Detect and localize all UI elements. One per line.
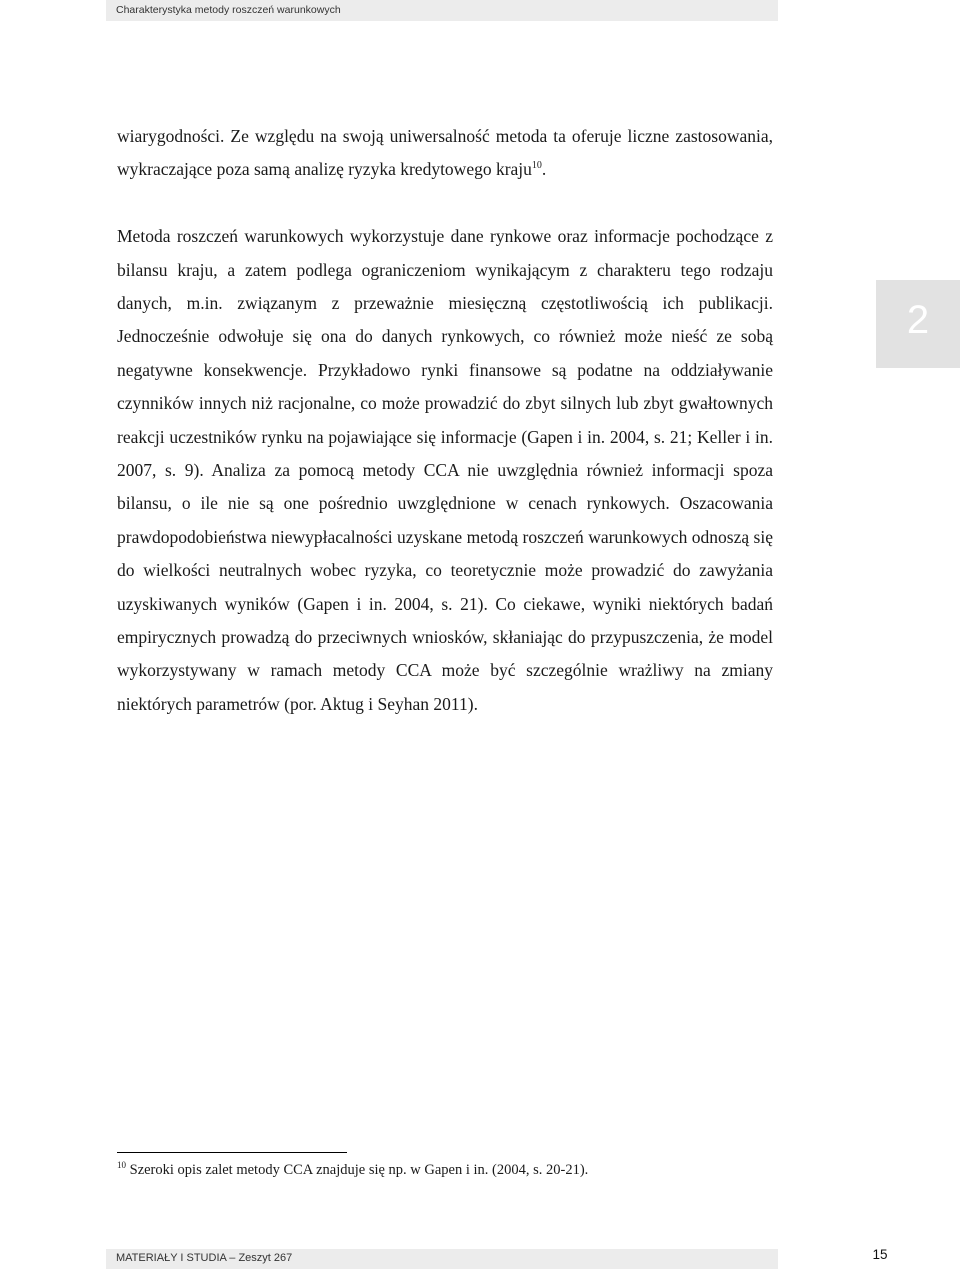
paragraph-text: wiarygodności. Ze względu na swoją uniwersalność metoda ta oferuje liczne zastosowania, wykraczające poza samą analizę ryzyka kredytowego kraju bbox=[117, 126, 773, 180]
chapter-tab bbox=[876, 280, 960, 368]
paragraph-continuation bbox=[117, 120, 773, 187]
body-text bbox=[117, 120, 773, 721]
running-footer bbox=[106, 1249, 778, 1269]
paragraph-end: . bbox=[541, 159, 547, 180]
footnote-divider bbox=[117, 1152, 347, 1153]
footnote-marker: 10 bbox=[117, 1160, 126, 1170]
footer-text: MATERIAŁY I STUDIA – Zeszyt 267 bbox=[116, 1252, 293, 1264]
footnote bbox=[117, 1160, 773, 1180]
header-title: Charakterystyka metody roszczeń warunkowych bbox=[116, 4, 341, 16]
paragraph-main: Metoda roszczeń warunkowych wykorzystuje dane rynkowe oraz informacje pochodzące z bilansu kraju, a zatem podlega ograniczeniom wynikającym z charakteru tego rodzaju danych, m.in. związanym z przeważnie miesięczną częstotliwością ich publikacji. Jednocześnie odwołuje się ona do danych rynkowych, co również może nieść ze sobą negatywne konsekwencje. Przykładowo rynki finansowe są podatne na oddziaływanie czynników innych niż racjonalne, co może prowadzić do zbyt silnych lub zbyt gwałtownych reakcji uczestników rynku na pojawiające się informacje (Gapen i in. 2004, s. 21; Keller i in. 2007, s. 9). Analiza za pomocą metody CCA nie uwzględnia również informacji spoza bilansu, o ile nie są one pośrednio uwzględnione w cenach rynkowych. Oszacowania prawdopodobieństwa niewypłacalności uzyskane metodą roszczeń warunkowych odnoszą się do wielkości neutralnych wobec ryzyka, co teoretycznie może prowadzić do zawyżania uzyskiwanych wyników (Gapen i in. 2004, s. 21). Co ciekawe, wyniki niektórych badań empirycznych prowadzą do przeciwnych wniosków, skłaniając do przypuszczenia, że model wykorzystywany w ramach metody CCA może być szczególnie wrażliwy na zmiany niektórych parametrów (por. Aktug i Seyhan 2011). bbox=[117, 226, 773, 714]
footnote-text: Szeroki opis zalet metody CCA znajduje się np. w Gapen i in. (2004, s. 20-21). bbox=[129, 1162, 589, 1178]
chapter-number: 2 bbox=[906, 298, 930, 342]
page-number: 15 bbox=[872, 1247, 888, 1262]
running-header bbox=[106, 0, 778, 21]
footnote-reference[interactable]: 10 bbox=[531, 160, 542, 172]
